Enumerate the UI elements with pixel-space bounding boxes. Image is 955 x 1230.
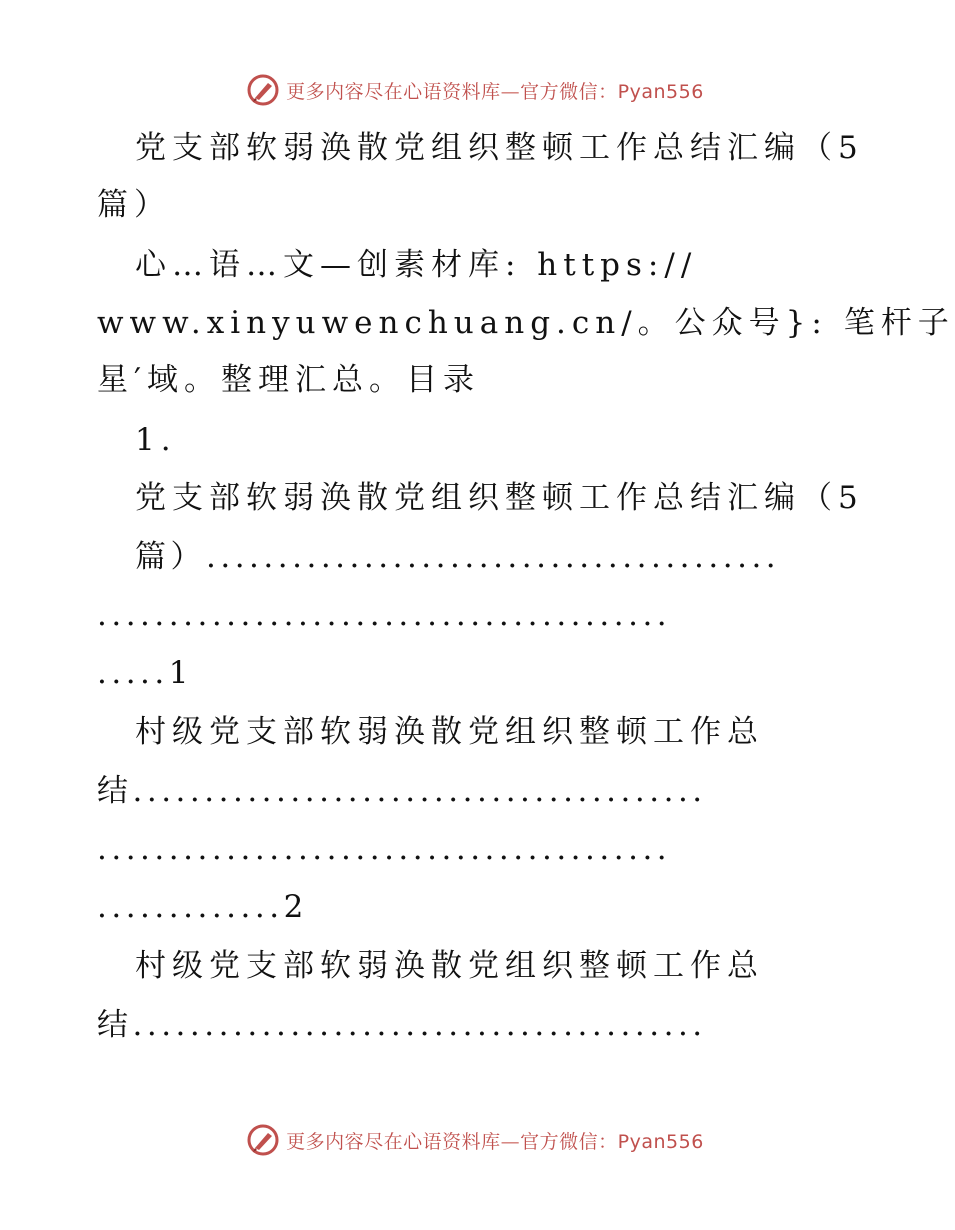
toc-entry-2-line-1: 村级党支部软弱涣散党组织整顿工作总 bbox=[135, 714, 764, 750]
source-line-3: 星′域。整理汇总。目录 bbox=[97, 362, 481, 398]
source-line-1: 心…语…文—创素材库: https:// bbox=[135, 247, 698, 283]
document-title-line-1: 党支部软弱涣散党组织整顿工作总结汇编（5 bbox=[135, 130, 864, 166]
toc-number: 1. bbox=[135, 422, 177, 458]
pen-logo-icon bbox=[246, 1123, 280, 1157]
toc-entry-2-line-3: ........................................ bbox=[97, 831, 672, 867]
toc-entry-1-line-3: ........................................ bbox=[97, 597, 672, 633]
toc-entry-1-line-2: 篇）........................................ bbox=[135, 539, 781, 575]
toc-entry-2-line-2: 结........................................ bbox=[97, 773, 707, 809]
toc-entry-2-line-4: .............2 bbox=[97, 889, 308, 925]
toc-entry-1-line-4: .....1 bbox=[97, 655, 193, 691]
header-banner-text: 更多内容尽在心语资料库—官方微信：Pyan556 bbox=[286, 80, 704, 103]
footer-banner bbox=[0, 1120, 950, 1160]
toc-entry-3-line-1: 村级党支部软弱涣散党组织整顿工作总 bbox=[135, 948, 764, 984]
footer-banner-text: 更多内容尽在心语资料库—官方微信：Pyan556 bbox=[286, 1130, 704, 1153]
source-line-2: www.xinyuwenchuang.cn/。公众号}: 笔杆子 bbox=[97, 305, 955, 341]
toc-entry-1-line-1: 党支部软弱涣散党组织整顿工作总结汇编（5 bbox=[135, 480, 864, 516]
toc-entry-3-line-2: 结........................................ bbox=[97, 1007, 707, 1043]
document-title-line-2: 篇） bbox=[97, 187, 171, 223]
